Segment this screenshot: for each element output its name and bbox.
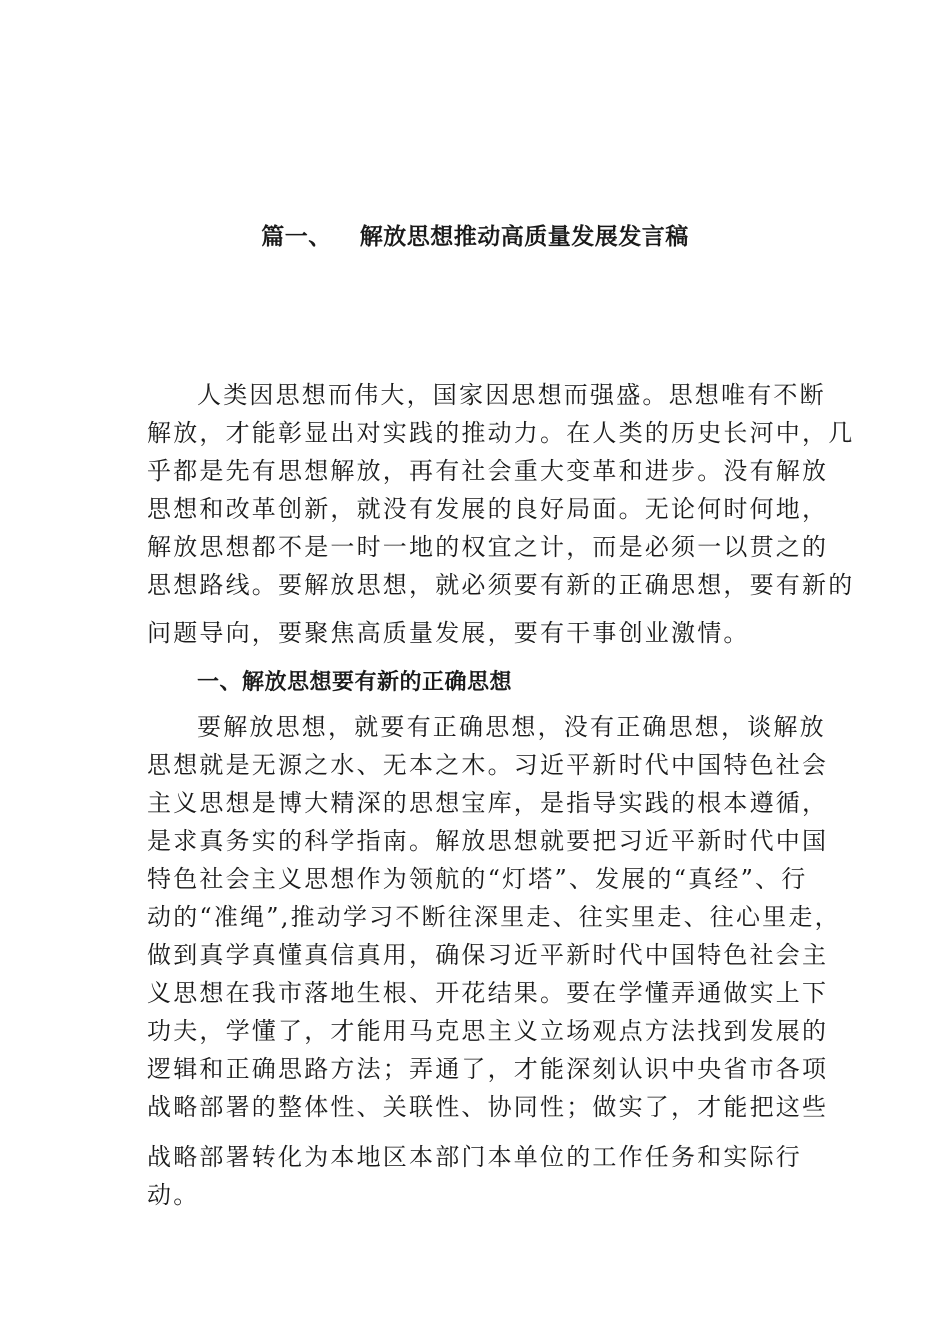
paragraph-line: 义思想在我市落地生根、开花结果。要在学懂弄通做实上下 <box>147 979 829 1007</box>
paragraph-line: 动的“准绳”,推动学习不断往深里走、往实里走、往心里走， <box>147 903 841 931</box>
paragraph-intro <box>147 376 855 652</box>
paragraph-line: 问题导向，要聚焦高质量发展，要有干事创业激情。 <box>147 619 750 647</box>
title-main: 解放思想推动高质量发展发言稿 <box>359 224 689 250</box>
paragraph-line: 是求真务实的科学指南。解放思想就要把习近平新时代中国 <box>147 827 829 855</box>
paragraph-section-1 <box>147 708 841 1214</box>
paragraph-line: 战略部署的整体性、关联性、协同性；做实了，才能把这些 <box>147 1093 829 1121</box>
page-title <box>0 218 950 251</box>
paragraph-line: 要解放思想，就要有正确思想，没有正确思想，谈解放 <box>197 713 826 741</box>
paragraph-line: 人类因思想而伟大，国家因思想而强盛。思想唯有不断 <box>197 381 826 409</box>
paragraph-line: 逻辑和正确思路方法；弄通了，才能深刻认识中央省市各项 <box>147 1055 829 1083</box>
paragraph-line: 思想就是无源之水、无本之木。习近平新时代中国特色社会 <box>147 751 829 779</box>
paragraph-line: 乎都是先有思想解放，再有社会重大变革和进步。没有解放 <box>147 457 829 485</box>
paragraph-line: 解放思想都不是一时一地的权宜之计，而是必须一以贯之的 <box>147 533 829 561</box>
paragraph-line: 特色社会主义思想作为领航的“灯塔”、发展的“真经”、行 <box>147 865 808 893</box>
paragraph-line: 思想和改革创新，就没有发展的良好局面。无论何时何地， <box>147 495 829 523</box>
section-heading: 一、解放思想要有新的正确思想 <box>197 670 513 695</box>
paragraph-line: 思想路线。要解放思想，就必须要有新的正确思想，要有新的 <box>147 571 855 599</box>
title-prefix: 篇一、 <box>261 224 332 250</box>
paragraph-line: 动。 <box>147 1181 200 1209</box>
paragraph-line: 做到真学真懂真信真用，确保习近平新时代中国特色社会主 <box>147 941 829 969</box>
paragraph-line: 解放，才能彰显出对实践的推动力。在人类的历史长河中，几 <box>147 419 855 447</box>
paragraph-line: 功夫，学懂了，才能用马克思主义立场观点方法找到发展的 <box>147 1017 829 1045</box>
paragraph-line: 战略部署转化为本地区本部门本单位的工作任务和实际行 <box>147 1143 802 1171</box>
paragraph-line: 主义思想是博大精深的思想宝库，是指导实践的根本遵循， <box>147 789 829 817</box>
